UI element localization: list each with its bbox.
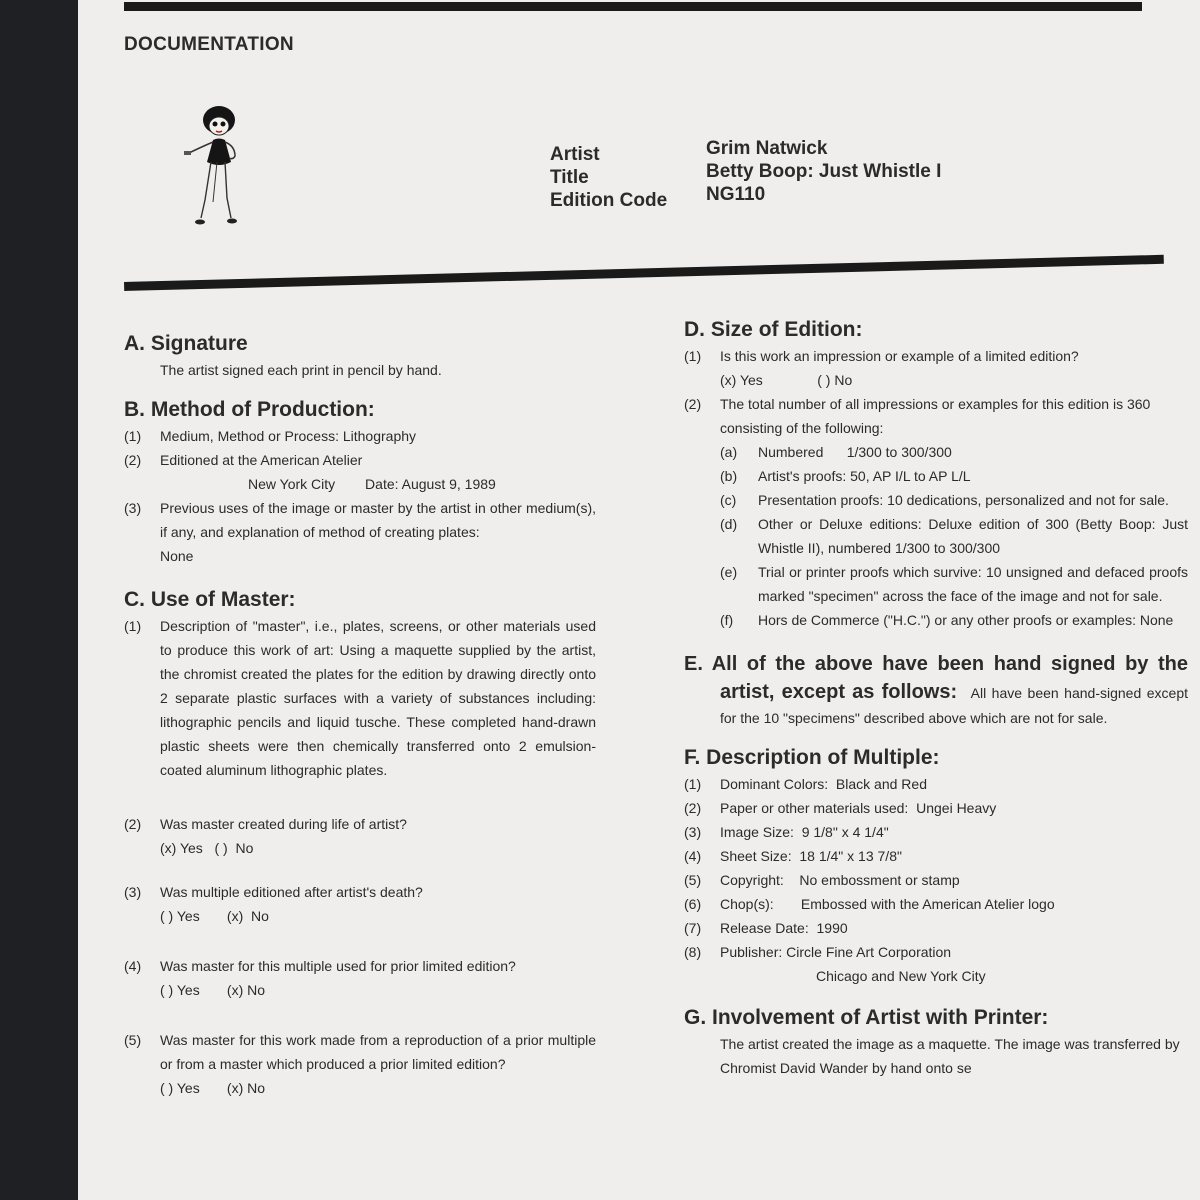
place-date-line xyxy=(124,472,596,496)
section-c-heading: C. Use of Master: xyxy=(124,588,296,611)
artist-value: Grim Natwick xyxy=(706,138,828,159)
list-item: (5) Was master for this work made from a reproduction of a prior multiple or from a master which produced a prior limited edition? xyxy=(124,1032,596,1072)
answer: (x) Yes ( ) No xyxy=(720,372,853,388)
list-item: (7) Release Date: 1990 xyxy=(684,920,848,936)
list-item: (3) Previous uses of the image or master by the artist in other medium(s), if any, and explanation of method of creating plates: xyxy=(124,500,596,540)
list-item: (1) Is this work an impression or example of a limited edition? xyxy=(684,348,1079,364)
section-e-heading: E. All of the above have been hand signed by the artist, except as follows: xyxy=(684,653,1188,703)
list-item: (8) Publisher: Circle Fine Art Corporation xyxy=(684,944,952,960)
edition-code-label: Edition Code xyxy=(550,190,668,211)
top-rule xyxy=(124,2,1142,11)
section-a-heading: A. Signature xyxy=(124,332,248,355)
answer: ( ) Yes (x) No xyxy=(160,1080,266,1096)
publisher-location: Chicago and New York City xyxy=(816,968,986,984)
left-column xyxy=(124,330,596,1100)
place: New York City xyxy=(248,476,336,492)
list-item: (5) Copyright: No embossment or stamp xyxy=(684,872,960,888)
list-item: (3) Image Size: 9 1/8" x 4 1/4" xyxy=(684,824,889,840)
list-item: (2) Was master created during life of artist? xyxy=(124,816,407,832)
list-item: (a) Numbered 1/300 to 300/300 xyxy=(720,444,952,460)
section-e xyxy=(684,650,1188,730)
betty-boop-illustration xyxy=(173,100,263,235)
list-item: (4) Was master for this multiple used for prior limited edition? xyxy=(124,958,516,974)
list-item: (3) Was multiple editioned after artist's death? xyxy=(124,884,423,900)
section-f-heading: F. Description of Multiple: xyxy=(684,746,940,769)
date: Date: August 9, 1989 xyxy=(365,476,496,492)
section-f xyxy=(684,744,1188,988)
title-label: Title xyxy=(550,167,589,188)
list-item: (f) Hors de Commerce ("H.C.") or any other proofs or examples: None xyxy=(720,612,1174,628)
section-e-text: All have been hand-signed except for the 10 "specimens" described above which are not for sale. xyxy=(720,685,1188,726)
meta-labels xyxy=(550,143,667,212)
artist-label: Artist xyxy=(550,144,600,165)
list-item: (1) Description of "master", i.e., plates, screens, or other materials used to produce this work of art: Using a maquette supplied by the artist, the chromist created the plates for the edition by drawing directly onto 2 separate plastic surfaces with a variety of substances including: lithographic pencils and liquid tusche. These completed hand-drawn plastic sheets were then chemically transferred onto 2 emulsion-coated aluminum lithographic plates. xyxy=(124,618,596,778)
previous-uses-answer: None xyxy=(160,548,194,564)
section-a xyxy=(124,330,596,382)
section-g-text: The artist created the image as a maquette. The image was transferred by Chromist David Wander by hand onto se xyxy=(720,1036,1180,1076)
section-g xyxy=(684,1004,1188,1080)
answer: ( ) Yes (x) No xyxy=(160,982,266,998)
answer: ( ) Yes (x) No xyxy=(160,908,269,924)
list-item: (1) Dominant Colors: Black and Red xyxy=(684,776,927,792)
meta-values xyxy=(706,137,941,206)
list-item: (2) The total number of all impressions or examples for this edition is 360 consisting of the following: xyxy=(684,396,1151,436)
page-title: DOCUMENTATION xyxy=(124,34,294,55)
section-e-body xyxy=(684,650,1188,730)
answer: (x) Yes ( ) No xyxy=(160,840,254,856)
right-column xyxy=(684,316,1188,1080)
section-g-heading: G. Involvement of Artist with Printer: xyxy=(684,1006,1049,1029)
list-item: (2) Paper or other materials used: Ungei Heavy xyxy=(684,800,997,816)
list-item: (6) Chop(s): Embossed with the American Atelier logo xyxy=(684,896,1055,912)
list-item: (2) Editioned at the American Atelier xyxy=(124,452,363,468)
list-item: (e) Trial or printer proofs which survive: 10 unsigned and defaced proofs marked "specimen" across the face of the image and not for sale. xyxy=(720,564,1188,604)
section-b-heading: B. Method of Production: xyxy=(124,398,375,421)
signature-text: The artist signed each print in pencil by hand. xyxy=(160,362,442,378)
section-c xyxy=(124,586,596,1100)
section-d xyxy=(684,316,1188,632)
section-b xyxy=(124,396,596,568)
list-item: (b) Artist's proofs: 50, AP I/L to AP L/L xyxy=(720,468,971,484)
edition-breakdown xyxy=(684,440,1188,632)
list-item: (d) Other or Deluxe editions: Deluxe edition of 300 (Betty Boop: Just Whistle II), numbered 1/300 to 300/300 xyxy=(720,516,1188,556)
edition-code-value: NG110 xyxy=(706,184,766,205)
list-item: (4) Sheet Size: 18 1/4" x 13 7/8" xyxy=(684,848,902,864)
list-item: (1) Medium, Method or Process: Lithography xyxy=(124,428,417,444)
title-value: Betty Boop: Just Whistle I xyxy=(706,161,942,182)
section-d-heading: D. Size of Edition: xyxy=(684,318,863,341)
middle-rule xyxy=(124,255,1164,291)
list-item: (c) Presentation proofs: 10 dedications, personalized and not for sale. xyxy=(720,492,1169,508)
documentation-sheet xyxy=(78,0,1200,1200)
